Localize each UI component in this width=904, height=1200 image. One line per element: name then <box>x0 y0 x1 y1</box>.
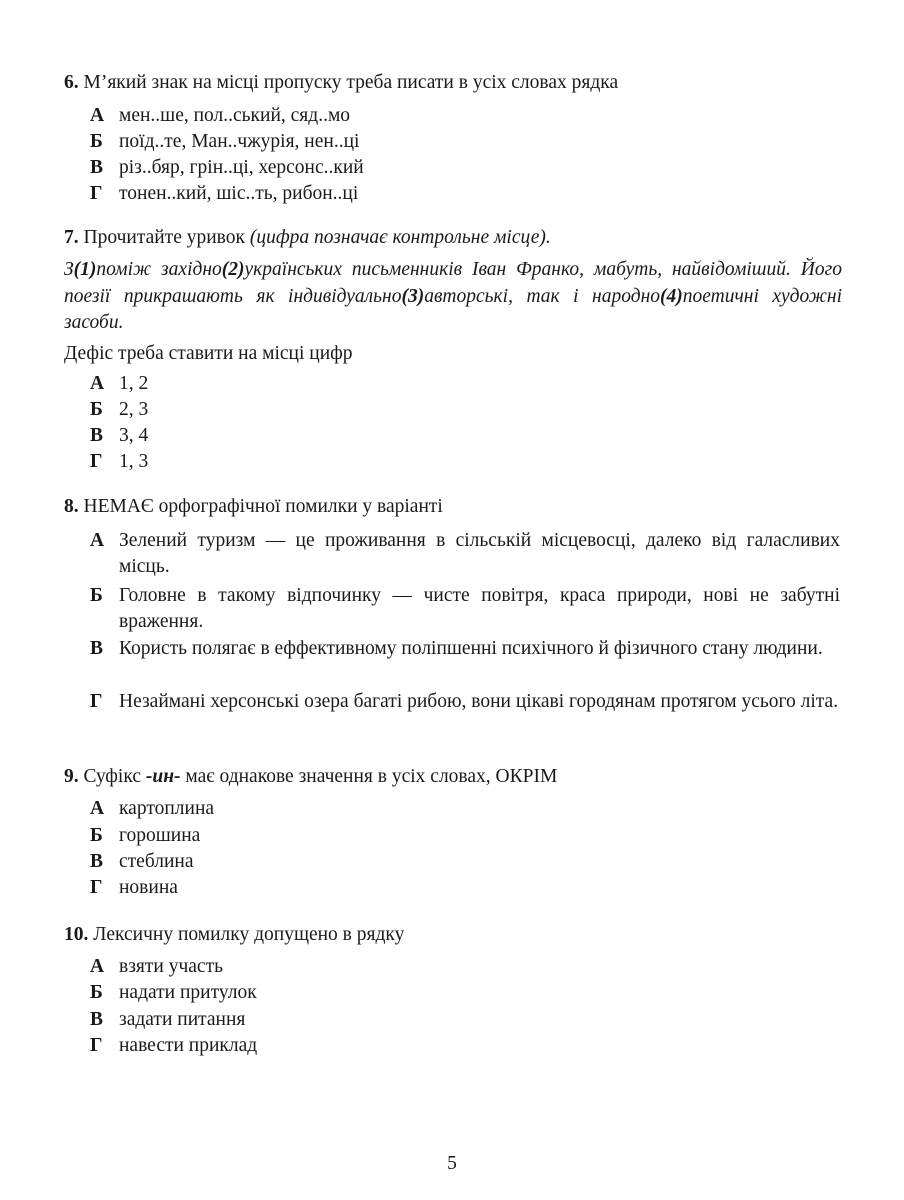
question-text: Лексичну помилку допущено в рядку <box>93 924 405 945</box>
option-text: стеблина <box>119 851 194 872</box>
question-8-title <box>64 494 443 520</box>
question-6-option-b[interactable] <box>90 129 840 155</box>
option-letter: А <box>90 105 105 126</box>
question-text: Суфікс <box>83 766 141 787</box>
question-8-option-b[interactable] <box>90 583 840 635</box>
passage-text: українських письменників Іван Франко, мабуть, найвідоміший. Його поезії прикрашають як індивідуально <box>64 259 842 307</box>
option-letter: В <box>90 851 104 872</box>
option-text: новина <box>119 877 178 898</box>
question-text: Прочитайте уривок <box>83 227 245 248</box>
option-letter: В <box>90 157 104 178</box>
option-text: 2, 3 <box>119 399 149 420</box>
question-7-option-a[interactable] <box>90 371 840 397</box>
question-9-option-b[interactable] <box>90 823 840 849</box>
question-note: (цифра позначає контрольне місце). <box>249 227 551 248</box>
question-7-option-c[interactable] <box>90 423 840 449</box>
question-8-option-d[interactable] <box>90 689 840 715</box>
option-letter: А <box>90 373 105 394</box>
option-letter: В <box>90 425 104 446</box>
question-text: має однакове значення в усіх словах, ОКРІМ <box>185 766 558 787</box>
option-letter: Г <box>90 877 103 898</box>
suffix: -ин- <box>145 766 181 787</box>
question-9-option-a[interactable] <box>90 796 840 822</box>
option-text: мен..ше, пол..ський, сяд..мо <box>119 105 351 126</box>
option-text: задати питання <box>119 1009 246 1030</box>
question-10-option-b[interactable] <box>90 980 840 1006</box>
question-9-option-c[interactable] <box>90 849 840 875</box>
question-9-title <box>64 764 557 790</box>
option-letter: А <box>90 956 105 977</box>
option-letter: А <box>90 798 105 819</box>
question-text: НЕМАЄ орфографічної помилки у варіанті <box>83 496 443 517</box>
option-letter: Г <box>90 1035 103 1056</box>
option-text: 1, 2 <box>119 373 149 394</box>
option-letter: Г <box>90 691 103 712</box>
question-number: 9. <box>64 766 79 787</box>
question-8-option-c[interactable] <box>90 636 840 662</box>
question-6-option-d[interactable] <box>90 181 840 207</box>
question-9-option-d[interactable] <box>90 875 840 901</box>
question-10-option-d[interactable] <box>90 1033 840 1059</box>
option-text: 1, 3 <box>119 451 149 472</box>
passage-text: поміж західно <box>96 259 222 280</box>
option-text: картоплина <box>119 798 215 819</box>
option-text: різ..бяр, грін..ці, херсонс..кий <box>119 157 364 178</box>
option-letter: Б <box>90 825 103 846</box>
option-text: взяти участь <box>119 956 223 977</box>
question-10-title <box>64 922 404 948</box>
option-letter: Б <box>90 585 103 606</box>
option-text: 3, 4 <box>119 425 149 446</box>
option-text: Користь полягає в еффективному поліпшенні психічного й фізичного стану людини. <box>119 638 823 659</box>
control-mark-3: (3) <box>401 285 425 307</box>
question-7-option-d[interactable] <box>90 449 840 475</box>
option-letter: Г <box>90 451 103 472</box>
question-10-option-c[interactable] <box>90 1007 840 1033</box>
question-6-option-a[interactable] <box>90 103 840 129</box>
question-number: 7. <box>64 227 79 248</box>
question-6-option-c[interactable] <box>90 155 840 181</box>
passage-text: авторські, так і народно <box>424 285 661 307</box>
option-letter: В <box>90 638 104 659</box>
question-6-title <box>64 70 618 96</box>
option-letter: Г <box>90 183 103 204</box>
option-letter: Б <box>90 982 103 1003</box>
question-number: 10. <box>64 924 89 945</box>
question-text: М’який знак на місці пропуску треба писати в усіх словах рядка <box>83 72 619 93</box>
option-text: навести приклад <box>119 1035 258 1056</box>
option-text: Незаймані херсонські озера багаті рибою, вони цікаві городянам протягом усього літа. <box>119 691 839 712</box>
question-7-option-b[interactable] <box>90 397 840 423</box>
question-7-title <box>64 225 551 251</box>
passage-text: поетичні художні засоби. <box>64 285 842 333</box>
option-letter: А <box>90 530 105 551</box>
option-letter: Б <box>90 399 103 420</box>
question-number: 6. <box>64 72 79 93</box>
control-mark-1: (1) <box>73 259 97 280</box>
passage-text: З <box>64 259 74 280</box>
option-letter: В <box>90 1009 104 1030</box>
option-text: надати притулок <box>119 982 257 1003</box>
control-mark-4: (4) <box>660 285 683 307</box>
option-letter: Б <box>90 131 103 152</box>
question-10-option-a[interactable] <box>90 954 840 980</box>
question-7-instruction: Дефіс треба ставити на місці цифр <box>64 343 353 364</box>
question-8-option-a[interactable] <box>90 528 840 580</box>
page-number: 5 <box>447 1153 457 1174</box>
option-text: тонен..кий, шіс..ть, рибон..ці <box>119 183 359 204</box>
control-mark-2: (2) <box>221 259 245 280</box>
option-text: поїд..те, Ман..чжурія, нен..ці <box>119 131 360 152</box>
option-text: Головне в такому відпочинку — чисте повітря, краса природи, нові не забутні враження. <box>119 585 840 632</box>
option-text: горошина <box>119 825 201 846</box>
question-number: 8. <box>64 496 79 517</box>
option-text: Зелений туризм — це проживання в сільській місцевосці, далеко від галасливих місць. <box>119 530 840 577</box>
question-7-passage <box>64 257 842 337</box>
